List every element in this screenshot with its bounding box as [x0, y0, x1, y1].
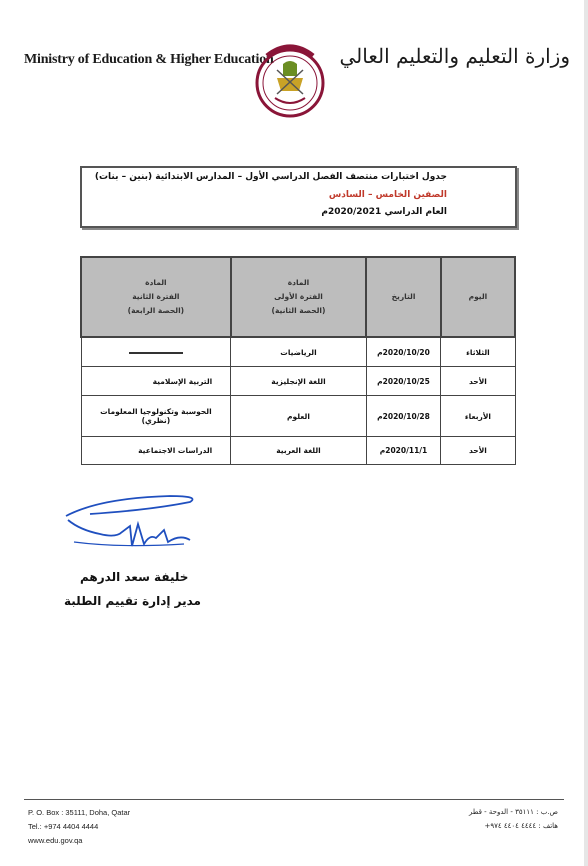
- table-row: [81, 367, 515, 396]
- header-day: اليوم: [441, 257, 515, 337]
- header-date: التاريخ: [366, 257, 441, 337]
- cell-period2: [81, 396, 231, 437]
- cell-date: 2020/10/28م: [366, 396, 441, 437]
- exam-schedule-table: [80, 256, 516, 465]
- cell-period1: اللغة العربية: [231, 437, 366, 465]
- signatory-title: مدير إدارة تقييم الطلبة: [64, 594, 201, 608]
- exam-grades: الصفين الخامس – السادس: [328, 190, 447, 200]
- cell-period2-subject: الحوسبة وتكنولوجيا المعلومات: [100, 407, 212, 416]
- header-period1-name: الفترة الأولى: [274, 292, 323, 301]
- cell-period1: اللغة الإنجليزية: [231, 367, 366, 396]
- footer-tel-arabic: هاتف : ٤٤٤٤ ٤٤٠٤ ٩٧٤+: [484, 822, 558, 830]
- exam-title: جدول اختبارات منتصف الفصل الدراسي الأول – المدارس الابتدائية (بنين – بنات): [94, 172, 447, 182]
- footer-website: www.edu.gov.qa: [28, 836, 83, 845]
- header-period2-class: (الحصة الرابعة): [127, 306, 185, 315]
- qatar-emblem-icon: [253, 36, 327, 124]
- cell-period2-empty: [81, 337, 231, 367]
- page-edge: [584, 0, 588, 866]
- footer-po-box: P. O. Box : 35111, Doha, Qatar: [28, 808, 131, 817]
- cell-period2: الدراسات الاجتماعية: [81, 437, 231, 465]
- header-period1: [231, 257, 366, 337]
- cell-day: الأحد: [441, 367, 515, 396]
- cell-day: الأحد: [441, 437, 515, 465]
- academic-year: العام الدراسي 2020/2021م: [321, 207, 447, 217]
- signatory-name: خليفة سعد الدرهم: [80, 570, 189, 584]
- cell-day: الأربعاء: [441, 396, 515, 437]
- header-period1-class: (الحصة الثانية): [271, 306, 326, 315]
- footer-po-box-arabic: ص.ب : ٣٥١١١ - الدوحة - قطر: [468, 808, 558, 816]
- ministry-name-arabic: وزارة التعليم والتعليم العالي: [339, 44, 570, 68]
- cell-day: الثلاثاء: [441, 337, 515, 367]
- cell-date: 2020/11/1م: [366, 437, 441, 465]
- footer-tel: Tel.: +974 4404 4444: [28, 822, 99, 831]
- table-row: [81, 396, 515, 437]
- cell-date: 2020/10/25م: [366, 367, 441, 396]
- table-row: [81, 337, 515, 367]
- cell-period1: العلوم: [231, 396, 366, 437]
- empty-dash: [129, 352, 183, 354]
- table-header-row: [81, 257, 515, 337]
- cell-period2-note: (نظري): [141, 416, 171, 425]
- header-period2-subject: المادة: [145, 278, 167, 287]
- header-period2-name: الفترة الثانية: [132, 292, 180, 301]
- handwritten-signature: [60, 494, 204, 554]
- header-period1-subject: المادة: [287, 278, 310, 287]
- ministry-name-english: Ministry of Education & Higher Education: [24, 52, 274, 67]
- cell-period2: التربية الإسلامية: [81, 367, 231, 396]
- footer-divider: [24, 799, 564, 800]
- exam-title-box: [80, 166, 517, 228]
- table-row: [81, 437, 515, 465]
- cell-date: 2020/10/20م: [366, 337, 441, 367]
- header-period2: [81, 257, 231, 337]
- cell-period1: الرياضيات: [231, 337, 366, 367]
